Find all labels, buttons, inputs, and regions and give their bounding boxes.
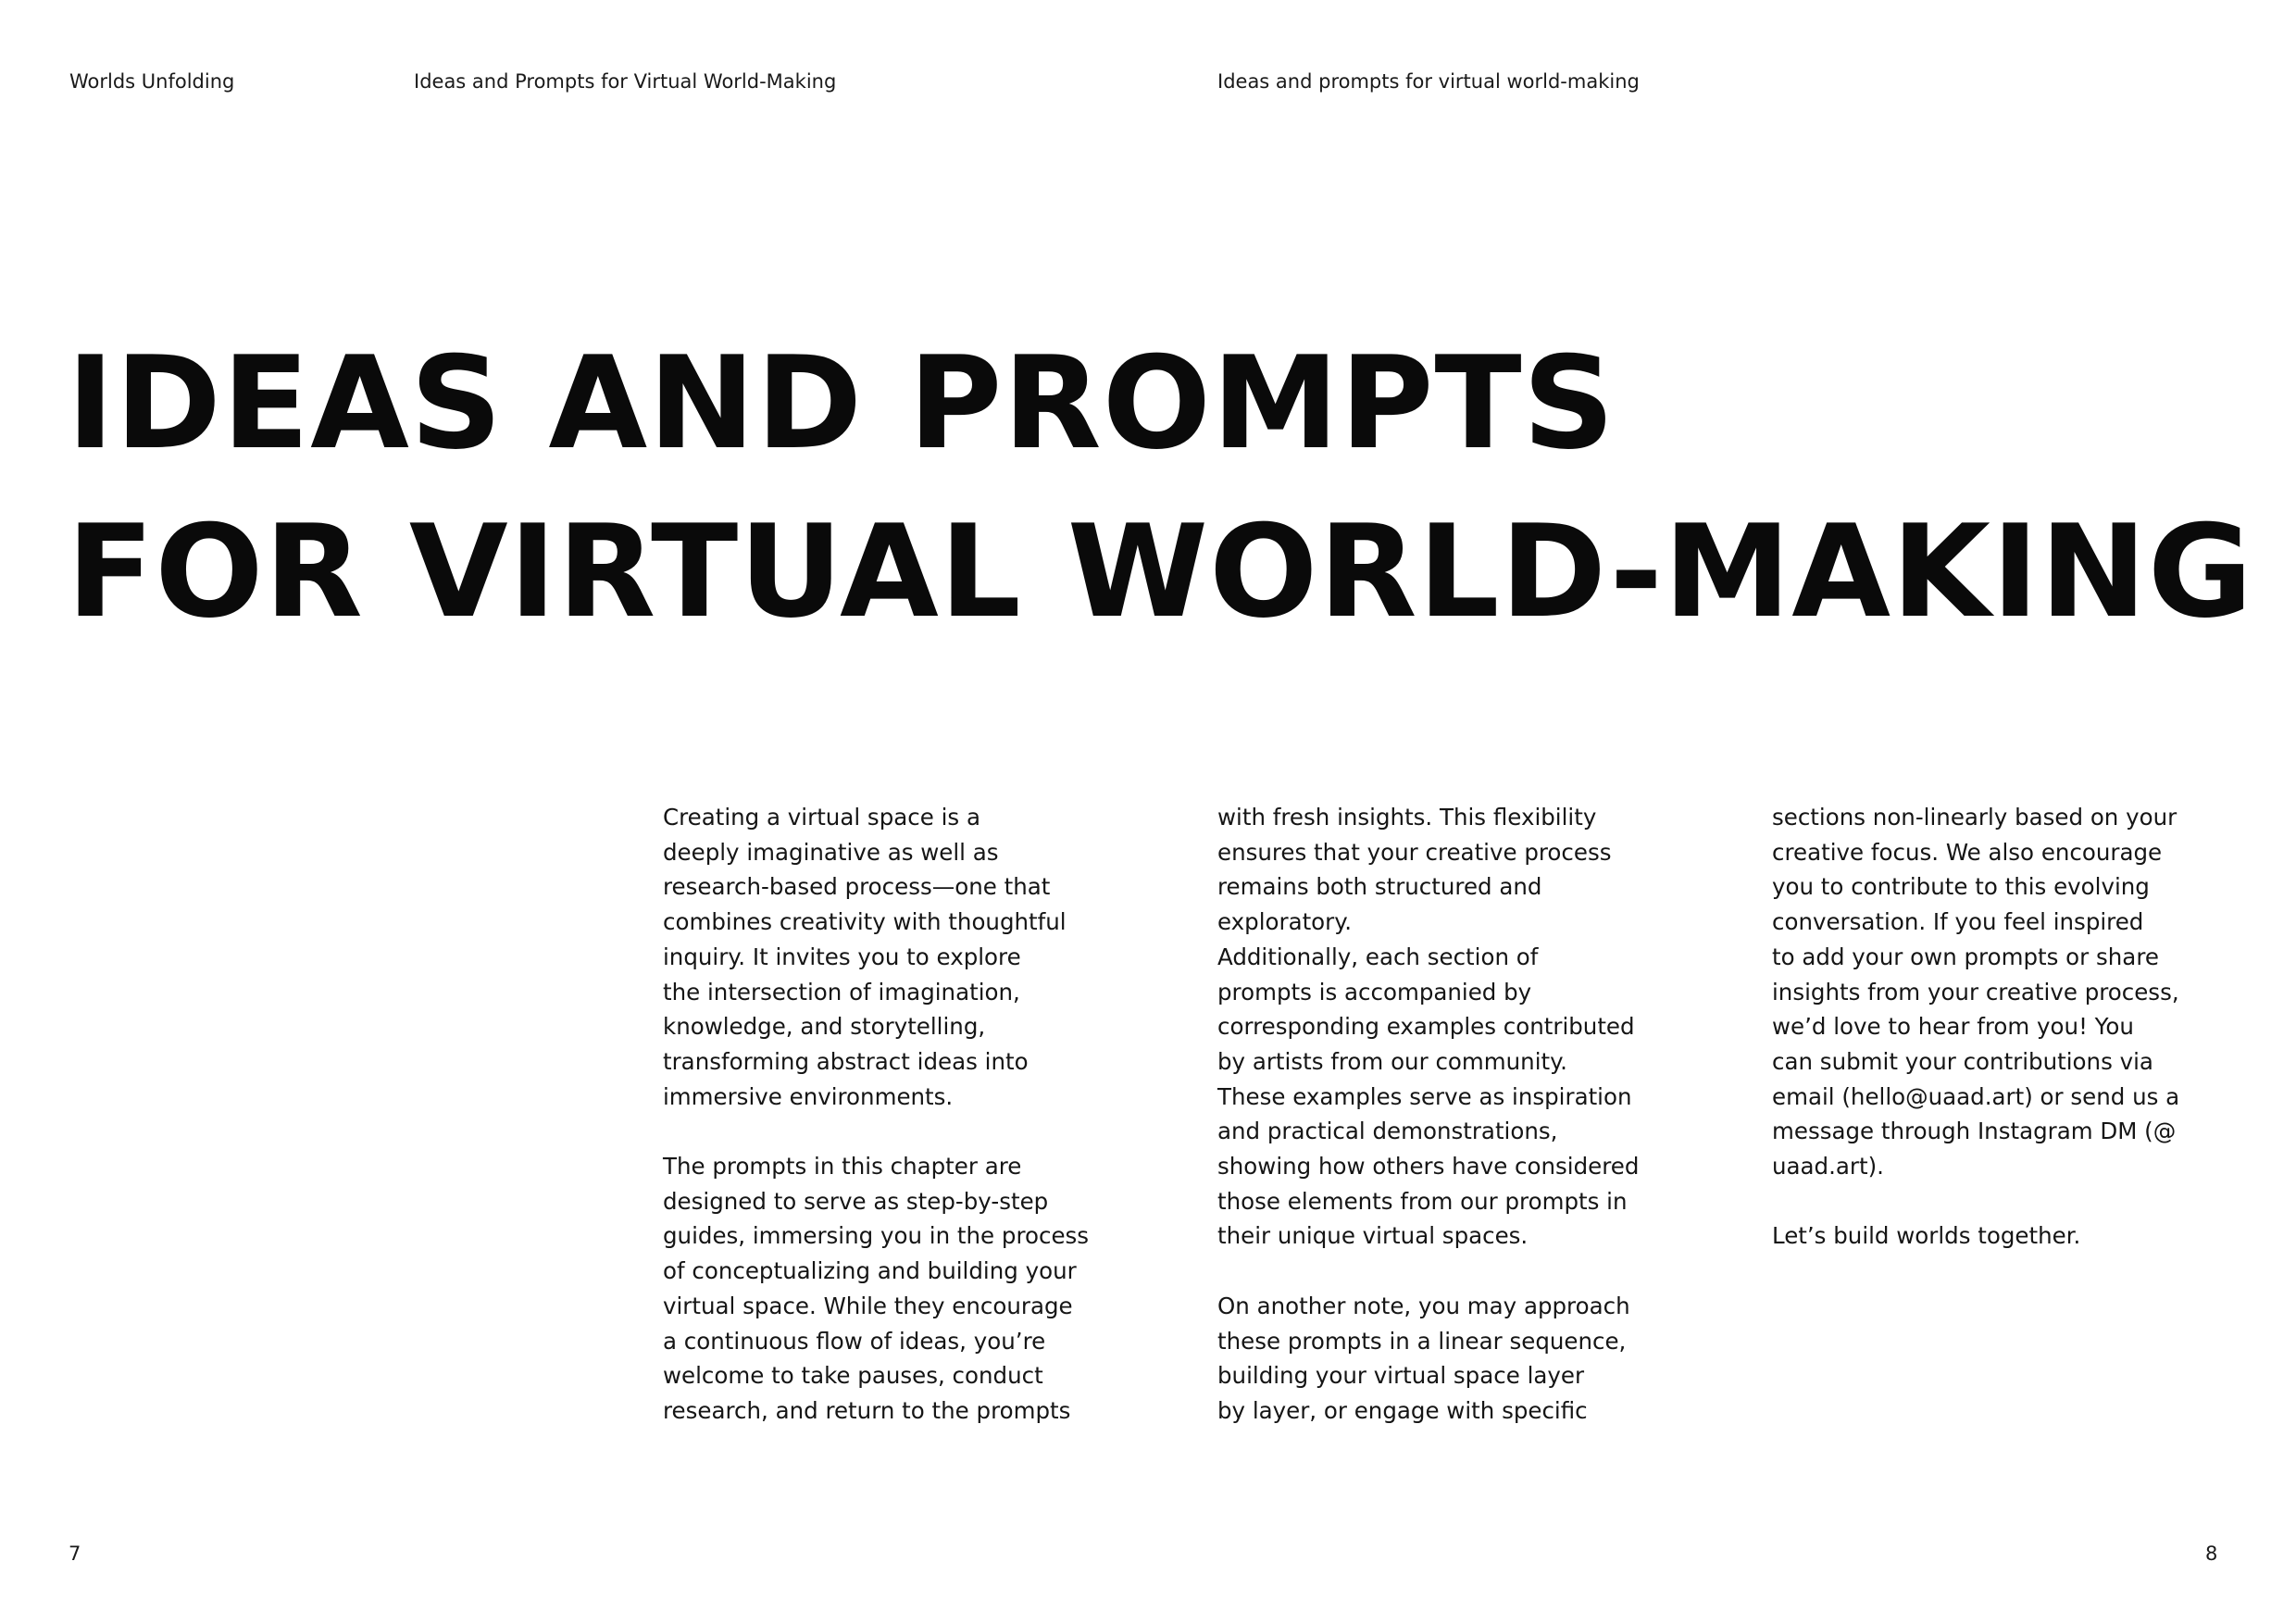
running-header-book-title: Worlds Unfolding <box>69 70 235 93</box>
body-text-line: designed to serve as step-by-step <box>663 1187 1049 1215</box>
body-column-3 <box>1772 800 2226 1254</box>
body-text-line: their unique virtual spaces. <box>1217 1222 1529 1250</box>
body-text-line: with fresh insights. This flexibility <box>1217 804 1597 831</box>
body-text-line: you to contribute to this evolving <box>1772 873 2150 901</box>
paragraph-break <box>663 1114 1117 1149</box>
body-text-line: Let’s build worlds together. <box>1772 1222 2081 1250</box>
body-text-line: creative focus. We also encourage <box>1772 838 2163 866</box>
body-text-line: of conceptualizing and building your <box>663 1257 1077 1285</box>
body-text-line: those elements from our prompts in <box>1217 1187 1628 1215</box>
body-text-line: showing how others have considered <box>1217 1153 1640 1181</box>
body-text-line: welcome to take pauses, conduct <box>663 1362 1043 1390</box>
body-text-line: transforming abstract ideas into <box>663 1047 1029 1075</box>
body-text-line: uaad.art). <box>1772 1153 1884 1181</box>
body-text-line: can submit your contributions via <box>1772 1047 2153 1075</box>
chapter-title-line-1: IDEAS AND PROMPTS <box>67 329 1616 478</box>
running-header-chapter-right: Ideas and prompts for virtual world-making <box>1217 70 1640 93</box>
body-text-line: virtual space. While they encourage <box>663 1292 1073 1319</box>
body-column-1 <box>663 800 1117 1429</box>
page-number-left: 7 <box>69 1543 81 1565</box>
body-text-line: immersive environments. <box>663 1082 954 1110</box>
running-header-chapter-left: Ideas and Prompts for Virtual World-Making <box>414 70 837 93</box>
body-text-line: a continuous flow of ideas, you’re <box>663 1327 1046 1355</box>
body-text-line: knowledge, and storytelling, <box>663 1013 986 1041</box>
body-text-line: guides, immersing you in the process <box>663 1222 1090 1250</box>
body-text-line: ensures that your creative process <box>1217 838 1612 866</box>
body-text-line: inquiry. It invites you to explore <box>663 943 1021 970</box>
body-text-line: exploratory. <box>1217 908 1353 936</box>
body-text-line: sections non-linearly based on your <box>1772 804 2177 831</box>
body-text-line: conversation. If you feel inspired <box>1772 908 2144 936</box>
body-text-line: insights from your creative process, <box>1772 978 2179 1006</box>
body-text-line: The prompts in this chapter are <box>663 1153 1022 1181</box>
body-text-line: by layer, or engage with specific <box>1217 1396 1588 1424</box>
body-text-line: to add your own prompts or share <box>1772 943 2159 970</box>
body-text-line: these prompts in a linear sequence, <box>1217 1327 1627 1355</box>
body-text-line: research, and return to the prompts <box>663 1396 1071 1424</box>
paragraph-break <box>1217 1254 1671 1289</box>
body-text-line: On another note, you may approach <box>1217 1292 1630 1319</box>
body-text-line: email (hello@uaad.art) or send us a <box>1772 1082 2180 1110</box>
body-text-line: research-based process—one that <box>663 873 1051 901</box>
body-text-line: by artists from our community. <box>1217 1047 1567 1075</box>
body-text-line: These examples serve as inspiration <box>1217 1082 1632 1110</box>
body-text-line: and practical demonstrations, <box>1217 1118 1558 1145</box>
body-text-line: deeply imaginative as well as <box>663 838 999 866</box>
body-text-line: Creating a virtual space is a <box>663 804 980 831</box>
body-text-line: building your virtual space layer <box>1217 1362 1585 1390</box>
paragraph-break <box>1772 1184 2226 1219</box>
body-text-line: corresponding examples contributed <box>1217 1013 1635 1041</box>
body-text-line: Additionally, each section of <box>1217 943 1539 970</box>
body-text-line: the intersection of imagination, <box>663 978 1020 1006</box>
body-column-2 <box>1217 800 1671 1429</box>
body-text-line: prompts is accompanied by <box>1217 978 1532 1006</box>
chapter-title <box>67 319 2253 656</box>
page-number-right: 8 <box>2205 1543 2218 1565</box>
body-text-line: we’d love to hear from you! You <box>1772 1013 2134 1041</box>
body-text-line: message through Instagram DM (@ <box>1772 1118 2177 1145</box>
chapter-title-line-2: FOR VIRTUAL WORLD-MAKING <box>67 497 2254 646</box>
body-text-line: combines creativity with thoughtful <box>663 908 1067 936</box>
body-text-line: remains both structured and <box>1217 873 1542 901</box>
